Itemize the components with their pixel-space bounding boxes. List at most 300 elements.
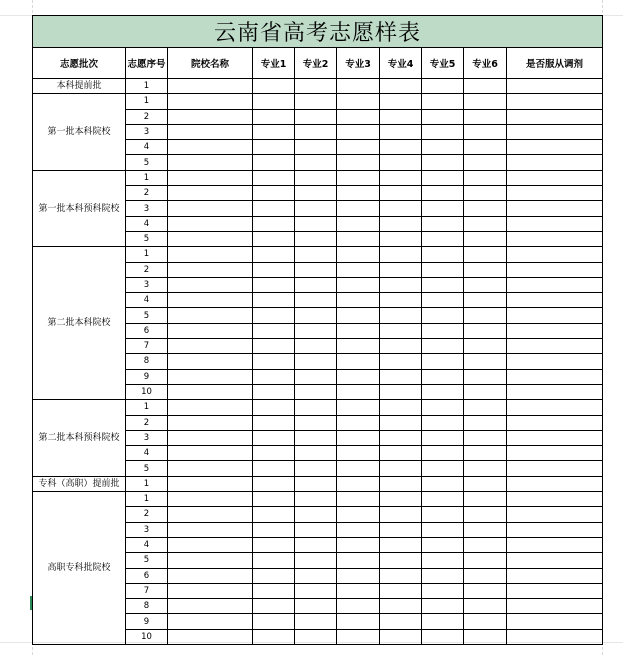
adjust-cell[interactable]	[507, 140, 603, 155]
major-6-cell[interactable]	[464, 262, 507, 277]
order-number-cell[interactable]: 2	[126, 186, 168, 201]
major-6-cell[interactable]	[464, 476, 507, 491]
order-number-cell[interactable]: 9	[126, 369, 168, 384]
school-name-cell[interactable]	[168, 629, 253, 644]
order-number-cell[interactable]: 5	[126, 461, 168, 476]
major-4-cell[interactable]	[380, 109, 422, 124]
major-2-cell[interactable]	[295, 415, 337, 430]
major-2-cell[interactable]	[295, 522, 337, 537]
major-4-cell[interactable]	[380, 384, 422, 399]
batch-cell[interactable]: 第二批本科预科院校	[33, 400, 126, 476]
school-name-cell[interactable]	[168, 599, 253, 614]
adjust-cell[interactable]	[507, 109, 603, 124]
major-6-cell[interactable]	[464, 79, 507, 94]
major-2-cell[interactable]	[295, 629, 337, 644]
major-2-cell[interactable]	[295, 262, 337, 277]
major-2-cell[interactable]	[295, 109, 337, 124]
major-2-cell[interactable]	[295, 186, 337, 201]
header-major-2[interactable]: 专业2	[295, 48, 337, 79]
batch-cell[interactable]: 第一批本科院校	[33, 94, 126, 170]
order-number-cell[interactable]: 4	[126, 293, 168, 308]
major-4-cell[interactable]	[380, 369, 422, 384]
adjust-cell[interactable]	[507, 155, 603, 170]
major-6-cell[interactable]	[464, 415, 507, 430]
school-name-cell[interactable]	[168, 369, 253, 384]
order-number-cell[interactable]: 5	[126, 231, 168, 246]
order-number-cell[interactable]: 3	[126, 522, 168, 537]
major-1-cell[interactable]	[253, 583, 295, 598]
major-5-cell[interactable]	[422, 384, 464, 399]
major-4-cell[interactable]	[380, 354, 422, 369]
major-5-cell[interactable]	[422, 277, 464, 292]
school-name-cell[interactable]	[168, 553, 253, 568]
major-5-cell[interactable]	[422, 446, 464, 461]
header-major-4[interactable]: 专业4	[380, 48, 422, 79]
major-5-cell[interactable]	[422, 293, 464, 308]
major-5-cell[interactable]	[422, 614, 464, 629]
order-number-cell[interactable]: 7	[126, 339, 168, 354]
adjust-cell[interactable]	[507, 277, 603, 292]
adjust-cell[interactable]	[507, 293, 603, 308]
major-2-cell[interactable]	[295, 430, 337, 445]
major-4-cell[interactable]	[380, 216, 422, 231]
major-4-cell[interactable]	[380, 124, 422, 139]
major-5-cell[interactable]	[422, 354, 464, 369]
order-number-cell[interactable]: 6	[126, 568, 168, 583]
major-3-cell[interactable]	[337, 293, 380, 308]
major-6-cell[interactable]	[464, 155, 507, 170]
major-4-cell[interactable]	[380, 277, 422, 292]
school-name-cell[interactable]	[168, 568, 253, 583]
major-1-cell[interactable]	[253, 308, 295, 323]
major-1-cell[interactable]	[253, 262, 295, 277]
school-name-cell[interactable]	[168, 507, 253, 522]
order-number-cell[interactable]: 8	[126, 599, 168, 614]
major-3-cell[interactable]	[337, 553, 380, 568]
major-6-cell[interactable]	[464, 170, 507, 185]
adjust-cell[interactable]	[507, 492, 603, 507]
major-6-cell[interactable]	[464, 599, 507, 614]
major-1-cell[interactable]	[253, 170, 295, 185]
major-4-cell[interactable]	[380, 537, 422, 552]
major-1-cell[interactable]	[253, 216, 295, 231]
major-6-cell[interactable]	[464, 369, 507, 384]
major-1-cell[interactable]	[253, 247, 295, 262]
major-3-cell[interactable]	[337, 186, 380, 201]
major-4-cell[interactable]	[380, 186, 422, 201]
major-4-cell[interactable]	[380, 201, 422, 216]
major-1-cell[interactable]	[253, 492, 295, 507]
major-5-cell[interactable]	[422, 369, 464, 384]
major-6-cell[interactable]	[464, 522, 507, 537]
major-2-cell[interactable]	[295, 599, 337, 614]
page-title[interactable]: 云南省高考志愿样表	[33, 16, 603, 48]
major-4-cell[interactable]	[380, 247, 422, 262]
major-6-cell[interactable]	[464, 446, 507, 461]
major-3-cell[interactable]	[337, 247, 380, 262]
major-2-cell[interactable]	[295, 400, 337, 415]
major-6-cell[interactable]	[464, 537, 507, 552]
major-6-cell[interactable]	[464, 216, 507, 231]
major-5-cell[interactable]	[422, 262, 464, 277]
school-name-cell[interactable]	[168, 216, 253, 231]
major-6-cell[interactable]	[464, 507, 507, 522]
major-3-cell[interactable]	[337, 308, 380, 323]
header-batch[interactable]: 志愿批次	[33, 48, 126, 79]
major-1-cell[interactable]	[253, 522, 295, 537]
adjust-cell[interactable]	[507, 415, 603, 430]
header-major-3[interactable]: 专业3	[337, 48, 380, 79]
order-number-cell[interactable]: 4	[126, 446, 168, 461]
major-1-cell[interactable]	[253, 155, 295, 170]
major-2-cell[interactable]	[295, 140, 337, 155]
major-4-cell[interactable]	[380, 583, 422, 598]
major-4-cell[interactable]	[380, 461, 422, 476]
major-3-cell[interactable]	[337, 201, 380, 216]
major-3-cell[interactable]	[337, 216, 380, 231]
school-name-cell[interactable]	[168, 461, 253, 476]
school-name-cell[interactable]	[168, 262, 253, 277]
major-3-cell[interactable]	[337, 400, 380, 415]
major-1-cell[interactable]	[253, 201, 295, 216]
major-6-cell[interactable]	[464, 308, 507, 323]
adjust-cell[interactable]	[507, 629, 603, 644]
school-name-cell[interactable]	[168, 231, 253, 246]
major-6-cell[interactable]	[464, 277, 507, 292]
order-number-cell[interactable]: 9	[126, 614, 168, 629]
order-number-cell[interactable]: 3	[126, 277, 168, 292]
major-6-cell[interactable]	[464, 430, 507, 445]
major-5-cell[interactable]	[422, 599, 464, 614]
major-3-cell[interactable]	[337, 384, 380, 399]
major-3-cell[interactable]	[337, 583, 380, 598]
major-3-cell[interactable]	[337, 155, 380, 170]
major-4-cell[interactable]	[380, 614, 422, 629]
school-name-cell[interactable]	[168, 170, 253, 185]
major-2-cell[interactable]	[295, 507, 337, 522]
major-6-cell[interactable]	[464, 384, 507, 399]
major-3-cell[interactable]	[337, 140, 380, 155]
major-3-cell[interactable]	[337, 629, 380, 644]
major-5-cell[interactable]	[422, 583, 464, 598]
major-6-cell[interactable]	[464, 231, 507, 246]
major-1-cell[interactable]	[253, 629, 295, 644]
major-1-cell[interactable]	[253, 415, 295, 430]
major-5-cell[interactable]	[422, 109, 464, 124]
school-name-cell[interactable]	[168, 277, 253, 292]
school-name-cell[interactable]	[168, 384, 253, 399]
school-name-cell[interactable]	[168, 124, 253, 139]
major-1-cell[interactable]	[253, 599, 295, 614]
major-6-cell[interactable]	[464, 140, 507, 155]
major-2-cell[interactable]	[295, 339, 337, 354]
major-5-cell[interactable]	[422, 79, 464, 94]
school-name-cell[interactable]	[168, 140, 253, 155]
order-number-cell[interactable]: 8	[126, 354, 168, 369]
major-2-cell[interactable]	[295, 216, 337, 231]
major-1-cell[interactable]	[253, 446, 295, 461]
order-number-cell[interactable]: 5	[126, 308, 168, 323]
school-name-cell[interactable]	[168, 308, 253, 323]
major-1-cell[interactable]	[253, 277, 295, 292]
major-1-cell[interactable]	[253, 384, 295, 399]
major-4-cell[interactable]	[380, 476, 422, 491]
major-2-cell[interactable]	[295, 354, 337, 369]
major-5-cell[interactable]	[422, 323, 464, 338]
major-5-cell[interactable]	[422, 247, 464, 262]
major-6-cell[interactable]	[464, 553, 507, 568]
order-number-cell[interactable]: 1	[126, 170, 168, 185]
major-5-cell[interactable]	[422, 629, 464, 644]
major-5-cell[interactable]	[422, 231, 464, 246]
order-number-cell[interactable]: 5	[126, 553, 168, 568]
major-3-cell[interactable]	[337, 124, 380, 139]
major-5-cell[interactable]	[422, 186, 464, 201]
major-2-cell[interactable]	[295, 384, 337, 399]
order-number-cell[interactable]: 1	[126, 400, 168, 415]
school-name-cell[interactable]	[168, 522, 253, 537]
adjust-cell[interactable]	[507, 553, 603, 568]
major-2-cell[interactable]	[295, 537, 337, 552]
major-3-cell[interactable]	[337, 109, 380, 124]
major-3-cell[interactable]	[337, 507, 380, 522]
order-number-cell[interactable]: 4	[126, 140, 168, 155]
major-5-cell[interactable]	[422, 155, 464, 170]
adjust-cell[interactable]	[507, 446, 603, 461]
major-5-cell[interactable]	[422, 476, 464, 491]
major-3-cell[interactable]	[337, 323, 380, 338]
order-number-cell[interactable]: 3	[126, 201, 168, 216]
major-3-cell[interactable]	[337, 79, 380, 94]
major-1-cell[interactable]	[253, 507, 295, 522]
major-1-cell[interactable]	[253, 293, 295, 308]
major-1-cell[interactable]	[253, 231, 295, 246]
major-4-cell[interactable]	[380, 553, 422, 568]
major-2-cell[interactable]	[295, 247, 337, 262]
major-6-cell[interactable]	[464, 492, 507, 507]
major-1-cell[interactable]	[253, 537, 295, 552]
adjust-cell[interactable]	[507, 79, 603, 94]
order-number-cell[interactable]: 2	[126, 415, 168, 430]
major-1-cell[interactable]	[253, 79, 295, 94]
header-major-1[interactable]: 专业1	[253, 48, 295, 79]
major-5-cell[interactable]	[422, 308, 464, 323]
major-2-cell[interactable]	[295, 492, 337, 507]
school-name-cell[interactable]	[168, 415, 253, 430]
major-3-cell[interactable]	[337, 170, 380, 185]
major-1-cell[interactable]	[253, 94, 295, 109]
major-3-cell[interactable]	[337, 94, 380, 109]
header-order[interactable]: 志愿序号	[126, 48, 168, 79]
adjust-cell[interactable]	[507, 262, 603, 277]
adjust-cell[interactable]	[507, 354, 603, 369]
major-3-cell[interactable]	[337, 446, 380, 461]
major-2-cell[interactable]	[295, 308, 337, 323]
major-1-cell[interactable]	[253, 354, 295, 369]
major-2-cell[interactable]	[295, 323, 337, 338]
major-3-cell[interactable]	[337, 461, 380, 476]
order-number-cell[interactable]: 3	[126, 430, 168, 445]
major-2-cell[interactable]	[295, 446, 337, 461]
major-2-cell[interactable]	[295, 369, 337, 384]
school-name-cell[interactable]	[168, 79, 253, 94]
order-number-cell[interactable]: 2	[126, 507, 168, 522]
major-5-cell[interactable]	[422, 492, 464, 507]
major-4-cell[interactable]	[380, 262, 422, 277]
adjust-cell[interactable]	[507, 476, 603, 491]
school-name-cell[interactable]	[168, 476, 253, 491]
order-number-cell[interactable]: 1	[126, 79, 168, 94]
header-major-6[interactable]: 专业6	[464, 48, 507, 79]
order-number-cell[interactable]: 10	[126, 384, 168, 399]
major-5-cell[interactable]	[422, 507, 464, 522]
major-2-cell[interactable]	[295, 94, 337, 109]
order-number-cell[interactable]: 5	[126, 155, 168, 170]
major-3-cell[interactable]	[337, 415, 380, 430]
major-2-cell[interactable]	[295, 553, 337, 568]
order-number-cell[interactable]: 6	[126, 323, 168, 338]
major-2-cell[interactable]	[295, 231, 337, 246]
order-number-cell[interactable]: 4	[126, 216, 168, 231]
order-number-cell[interactable]: 3	[126, 124, 168, 139]
major-4-cell[interactable]	[380, 629, 422, 644]
major-3-cell[interactable]	[337, 369, 380, 384]
order-number-cell[interactable]: 7	[126, 583, 168, 598]
order-number-cell[interactable]: 1	[126, 94, 168, 109]
major-5-cell[interactable]	[422, 461, 464, 476]
major-6-cell[interactable]	[464, 124, 507, 139]
header-major-5[interactable]: 专业5	[422, 48, 464, 79]
major-1-cell[interactable]	[253, 568, 295, 583]
major-1-cell[interactable]	[253, 614, 295, 629]
school-name-cell[interactable]	[168, 583, 253, 598]
adjust-cell[interactable]	[507, 614, 603, 629]
order-number-cell[interactable]: 1	[126, 476, 168, 491]
major-3-cell[interactable]	[337, 492, 380, 507]
major-4-cell[interactable]	[380, 79, 422, 94]
major-6-cell[interactable]	[464, 568, 507, 583]
major-6-cell[interactable]	[464, 339, 507, 354]
major-6-cell[interactable]	[464, 293, 507, 308]
major-5-cell[interactable]	[422, 553, 464, 568]
major-6-cell[interactable]	[464, 186, 507, 201]
major-5-cell[interactable]	[422, 124, 464, 139]
adjust-cell[interactable]	[507, 461, 603, 476]
school-name-cell[interactable]	[168, 323, 253, 338]
major-1-cell[interactable]	[253, 186, 295, 201]
order-number-cell[interactable]: 10	[126, 629, 168, 644]
header-adjust[interactable]: 是否服从调剂	[507, 48, 603, 79]
major-4-cell[interactable]	[380, 339, 422, 354]
adjust-cell[interactable]	[507, 124, 603, 139]
major-2-cell[interactable]	[295, 155, 337, 170]
major-3-cell[interactable]	[337, 339, 380, 354]
adjust-cell[interactable]	[507, 583, 603, 598]
major-4-cell[interactable]	[380, 446, 422, 461]
adjust-cell[interactable]	[507, 537, 603, 552]
major-5-cell[interactable]	[422, 415, 464, 430]
major-1-cell[interactable]	[253, 109, 295, 124]
major-3-cell[interactable]	[337, 568, 380, 583]
major-3-cell[interactable]	[337, 599, 380, 614]
major-4-cell[interactable]	[380, 599, 422, 614]
major-4-cell[interactable]	[380, 522, 422, 537]
major-4-cell[interactable]	[380, 507, 422, 522]
major-6-cell[interactable]	[464, 400, 507, 415]
adjust-cell[interactable]	[507, 599, 603, 614]
major-3-cell[interactable]	[337, 354, 380, 369]
major-1-cell[interactable]	[253, 476, 295, 491]
major-2-cell[interactable]	[295, 614, 337, 629]
major-5-cell[interactable]	[422, 216, 464, 231]
major-5-cell[interactable]	[422, 201, 464, 216]
school-name-cell[interactable]	[168, 492, 253, 507]
major-2-cell[interactable]	[295, 568, 337, 583]
school-name-cell[interactable]	[168, 537, 253, 552]
major-6-cell[interactable]	[464, 201, 507, 216]
order-number-cell[interactable]: 1	[126, 492, 168, 507]
batch-cell[interactable]: 本科提前批	[33, 79, 126, 94]
major-1-cell[interactable]	[253, 323, 295, 338]
major-4-cell[interactable]	[380, 568, 422, 583]
major-2-cell[interactable]	[295, 124, 337, 139]
major-4-cell[interactable]	[380, 430, 422, 445]
major-5-cell[interactable]	[422, 400, 464, 415]
major-4-cell[interactable]	[380, 308, 422, 323]
school-name-cell[interactable]	[168, 400, 253, 415]
batch-cell[interactable]: 第一批本科预科院校	[33, 170, 126, 246]
adjust-cell[interactable]	[507, 170, 603, 185]
major-6-cell[interactable]	[464, 583, 507, 598]
major-1-cell[interactable]	[253, 461, 295, 476]
adjust-cell[interactable]	[507, 400, 603, 415]
major-5-cell[interactable]	[422, 522, 464, 537]
major-1-cell[interactable]	[253, 124, 295, 139]
adjust-cell[interactable]	[507, 94, 603, 109]
school-name-cell[interactable]	[168, 201, 253, 216]
major-2-cell[interactable]	[295, 170, 337, 185]
major-3-cell[interactable]	[337, 522, 380, 537]
school-name-cell[interactable]	[168, 155, 253, 170]
major-3-cell[interactable]	[337, 476, 380, 491]
adjust-cell[interactable]	[507, 522, 603, 537]
major-2-cell[interactable]	[295, 79, 337, 94]
major-5-cell[interactable]	[422, 430, 464, 445]
major-4-cell[interactable]	[380, 155, 422, 170]
batch-cell[interactable]: 第二批本科院校	[33, 247, 126, 400]
major-5-cell[interactable]	[422, 94, 464, 109]
major-1-cell[interactable]	[253, 140, 295, 155]
major-1-cell[interactable]	[253, 553, 295, 568]
adjust-cell[interactable]	[507, 430, 603, 445]
major-6-cell[interactable]	[464, 247, 507, 262]
order-number-cell[interactable]: 2	[126, 109, 168, 124]
major-6-cell[interactable]	[464, 94, 507, 109]
major-4-cell[interactable]	[380, 94, 422, 109]
major-6-cell[interactable]	[464, 614, 507, 629]
major-2-cell[interactable]	[295, 277, 337, 292]
school-name-cell[interactable]	[168, 94, 253, 109]
batch-cell[interactable]: 专科（高职）提前批	[33, 476, 126, 491]
major-1-cell[interactable]	[253, 369, 295, 384]
major-5-cell[interactable]	[422, 568, 464, 583]
major-4-cell[interactable]	[380, 415, 422, 430]
school-name-cell[interactable]	[168, 354, 253, 369]
adjust-cell[interactable]	[507, 308, 603, 323]
major-4-cell[interactable]	[380, 170, 422, 185]
major-2-cell[interactable]	[295, 476, 337, 491]
adjust-cell[interactable]	[507, 384, 603, 399]
